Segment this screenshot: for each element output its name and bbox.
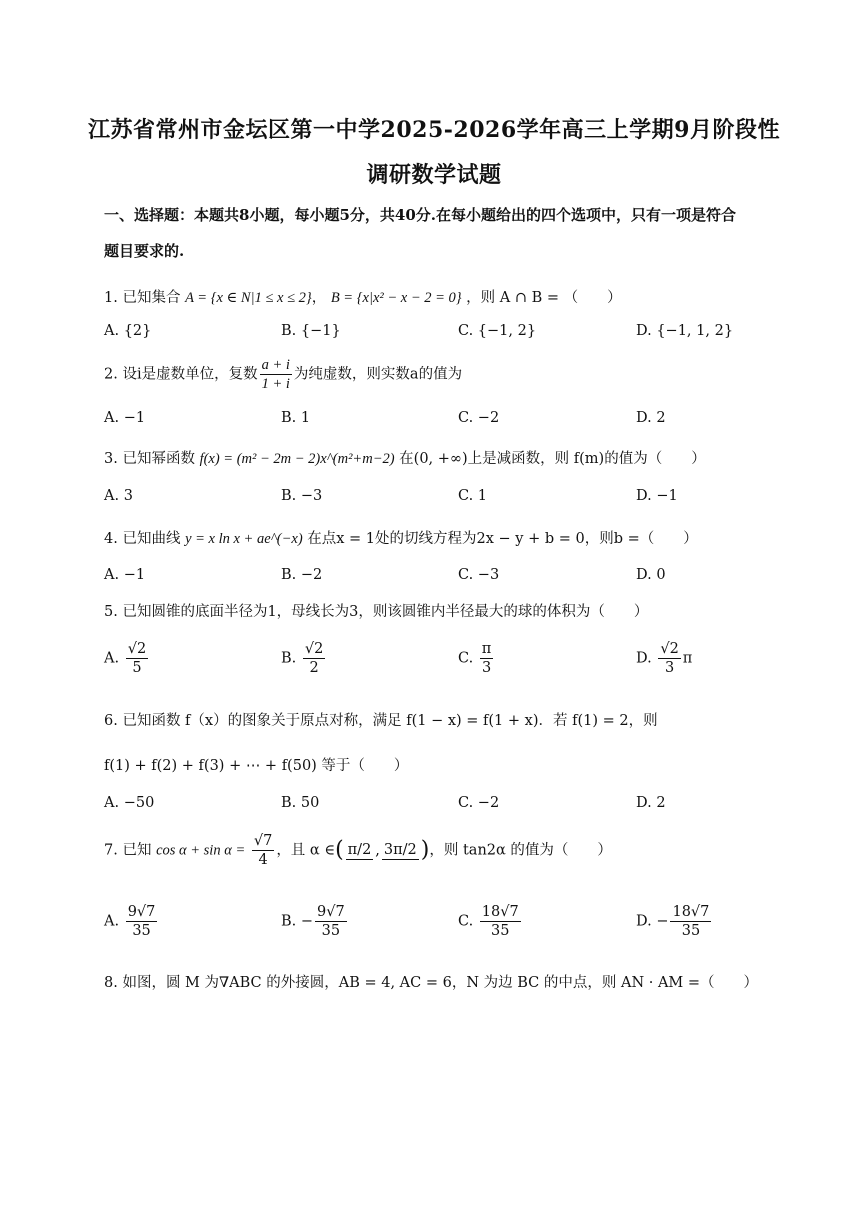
question-5-option-a-den: 5 bbox=[132, 660, 142, 677]
question-4-option-c: C. −3 bbox=[458, 567, 500, 583]
question-7-mid: ，且 α ∈ bbox=[276, 842, 336, 859]
question-7-right-paren: ) bbox=[420, 837, 430, 863]
question-1-option-a: A. {2} bbox=[104, 323, 152, 339]
exam-title-line2: 调研数学试题 bbox=[366, 162, 502, 188]
question-6-option-c: C. −2 bbox=[458, 795, 500, 811]
question-5-option-d-suffix: π bbox=[682, 650, 693, 667]
question-7-option-b-num: 9√7 bbox=[315, 903, 347, 922]
question-7-option-d-sign: − bbox=[656, 913, 669, 930]
question-7-option-c bbox=[458, 903, 523, 940]
question-7-option-a bbox=[104, 903, 159, 940]
question-7-option-c-label: C. bbox=[458, 913, 474, 930]
question-1-lead: 1. 已知集合 bbox=[104, 290, 181, 306]
question-7-lead: 7. 已知 bbox=[104, 842, 152, 859]
question-2-option-a: A. −1 bbox=[104, 410, 146, 426]
question-7-option-a-den: 35 bbox=[132, 923, 151, 940]
question-7-expr: cos α + sin α = bbox=[156, 842, 246, 859]
question-5-option-b bbox=[281, 640, 327, 677]
question-5-option-b-fraction bbox=[303, 640, 325, 677]
question-6-option-b: B. 50 bbox=[281, 795, 320, 811]
question-7-interval-high-value: 3π/2 bbox=[382, 841, 419, 860]
question-2-denominator: 1 + i bbox=[261, 376, 290, 393]
question-7-fraction bbox=[252, 832, 274, 869]
question-7-left-paren: ( bbox=[335, 837, 344, 863]
question-7-interval-low bbox=[346, 841, 374, 860]
question-7-option-d-fraction bbox=[670, 903, 711, 940]
question-3-option-c: C. 1 bbox=[458, 488, 488, 504]
question-5-option-a-label: A. bbox=[104, 650, 120, 667]
question-2-option-d: D. 2 bbox=[636, 410, 666, 426]
question-5-option-d-label: D. bbox=[636, 650, 652, 667]
question-6-option-a: A. −50 bbox=[104, 795, 155, 811]
question-5-option-b-den: 2 bbox=[309, 660, 319, 677]
question-2-fraction bbox=[260, 356, 292, 393]
question-3-mid: 在(0, +∞)上是减函数，则 bbox=[399, 451, 570, 467]
question-7-option-c-fraction bbox=[480, 903, 521, 940]
question-2-option-c: C. −2 bbox=[458, 410, 500, 426]
question-7-option-b-den: 35 bbox=[321, 923, 341, 940]
question-4-option-d: D. 0 bbox=[636, 567, 666, 583]
question-7-option-c-den: 35 bbox=[491, 923, 510, 940]
question-3-option-d: D. −1 bbox=[636, 488, 678, 504]
section-heading-line1: 一、选择题：本题共8小题，每小题5分，共40分.在每小题给出的四个选项中，只有一项是符合 bbox=[104, 206, 736, 224]
question-5-option-a bbox=[104, 640, 150, 677]
question-7-numerator: √7 bbox=[252, 832, 274, 851]
question-5-option-b-num: √2 bbox=[303, 640, 325, 659]
question-1-option-b: B. {−1} bbox=[281, 323, 341, 339]
question-4-mid: 在点x = 1处的切线方程为2x − y + b = 0，则b =（ ） bbox=[307, 531, 698, 547]
question-7-option-d-num: 18√7 bbox=[670, 903, 711, 922]
question-5-option-d-fraction bbox=[658, 640, 680, 677]
question-1-option-d: D. {−1, 1, 2} bbox=[636, 323, 734, 339]
question-7-option-d-label: D. bbox=[636, 913, 652, 930]
question-7-interval-low-value: π/2 bbox=[346, 841, 374, 860]
question-8-text: 8. 如图，圆 M 为∇ABC 的外接圆，AB = 4, AC = 6，N 为边 BC 的中点，则 AN · AM =（ ） bbox=[104, 975, 759, 991]
question-4 bbox=[104, 527, 698, 548]
question-7-option-b-sign: − bbox=[300, 913, 314, 930]
question-3-function: f(x) = (m² − 2m − 2)x^(m²+m−2) bbox=[199, 451, 395, 467]
question-5-option-d-den: 3 bbox=[664, 660, 675, 677]
question-4-option-a: A. −1 bbox=[104, 567, 146, 583]
question-1-option-c: C. {−1, 2} bbox=[458, 323, 537, 339]
question-2-lead: 2. 设i是虚数单位，复数 bbox=[104, 366, 258, 383]
question-3-option-b: B. −3 bbox=[281, 488, 323, 504]
question-7-option-a-fraction bbox=[126, 903, 158, 940]
question-7-tail: ，则 tan2α 的值为（ ） bbox=[429, 842, 612, 859]
question-7-option-c-num: 18√7 bbox=[480, 903, 521, 922]
question-5-option-b-label: B. bbox=[281, 650, 297, 667]
question-1: 1. 已知集合 A = {x ∈ N|1 ≤ x ≤ 2}， B = {x|x² − x − 2 = 0} ，则 A ∩ B = （ ） bbox=[104, 290, 622, 306]
question-7-option-a-label: A. bbox=[104, 913, 120, 930]
question-1-set-b: B = {x|x² − x − 2 = 0} bbox=[330, 290, 462, 306]
question-5-option-d-num: √2 bbox=[658, 640, 680, 659]
question-7-denominator: 4 bbox=[258, 852, 268, 869]
question-3 bbox=[104, 447, 706, 468]
question-7-option-b bbox=[281, 903, 349, 940]
question-7-option-b-fraction bbox=[315, 903, 347, 940]
question-1-tail: ，则 A ∩ B = （ ） bbox=[466, 290, 622, 306]
question-5-option-a-num: √2 bbox=[126, 640, 148, 659]
question-4-lead: 4. 已知曲线 bbox=[104, 531, 181, 547]
exam-title-line1: 江苏省常州市金坛区第一中学2025-2026学年高三上学期9月阶段性 bbox=[88, 117, 780, 143]
question-2-tail: 为纯虚数，则实数a的值为 bbox=[293, 366, 463, 383]
question-4-option-b: B. −2 bbox=[281, 567, 323, 583]
question-6-line2: f(1) + f(2) + f(3) + ⋯ + f(50) 等于（ ） bbox=[104, 758, 409, 774]
question-7-option-d bbox=[636, 903, 713, 940]
question-5-option-c-fraction bbox=[480, 640, 494, 677]
question-7-interval-high bbox=[382, 841, 419, 860]
section-heading-line2: 题目要求的. bbox=[104, 242, 185, 260]
question-2 bbox=[104, 356, 462, 393]
question-3-option-a: A. 3 bbox=[104, 488, 133, 504]
question-7: 7. 已知 cos α + sin α = $\frac{√7}{4}$ ，且 α ∈( π/2 , 3π/2 )，则 tan2α 的值为（ ） bbox=[104, 833, 612, 869]
question-3-lead: 3. 已知幂函数 bbox=[104, 451, 195, 467]
question-5-option-c-num: π bbox=[480, 640, 494, 659]
question-5-option-c bbox=[458, 640, 495, 677]
question-7-option-d-den: 35 bbox=[681, 923, 701, 940]
question-2-option-b: B. 1 bbox=[281, 410, 311, 426]
question-5-option-c-label: C. bbox=[458, 650, 474, 667]
question-5-text: 5. 已知圆锥的底面半径为1，母线长为3，则该圆锥内半径最大的球的体积为（ ） bbox=[104, 604, 649, 620]
question-7-option-a-num: 9√7 bbox=[126, 903, 158, 922]
question-5-option-d bbox=[636, 640, 692, 677]
question-4-curve: y = x ln x + ae^(−x) bbox=[185, 531, 303, 547]
question-5-option-c-den: 3 bbox=[481, 660, 492, 677]
question-5-option-a-fraction bbox=[126, 640, 148, 677]
question-3-tail: f(m)的值为（ ） bbox=[573, 451, 706, 467]
question-1-set-a: A = {x ∈ N|1 ≤ x ≤ 2} bbox=[185, 290, 312, 306]
question-6-option-d: D. 2 bbox=[636, 795, 666, 811]
question-2-numerator: a + i bbox=[260, 356, 292, 375]
question-7-option-b-label: B. bbox=[281, 913, 297, 930]
question-6-line1: 6. 已知函数 f（x）的图象关于原点对称，满足 f(1 − x) = f(1 + x)．若 f(1) = 2，则 bbox=[104, 713, 658, 729]
